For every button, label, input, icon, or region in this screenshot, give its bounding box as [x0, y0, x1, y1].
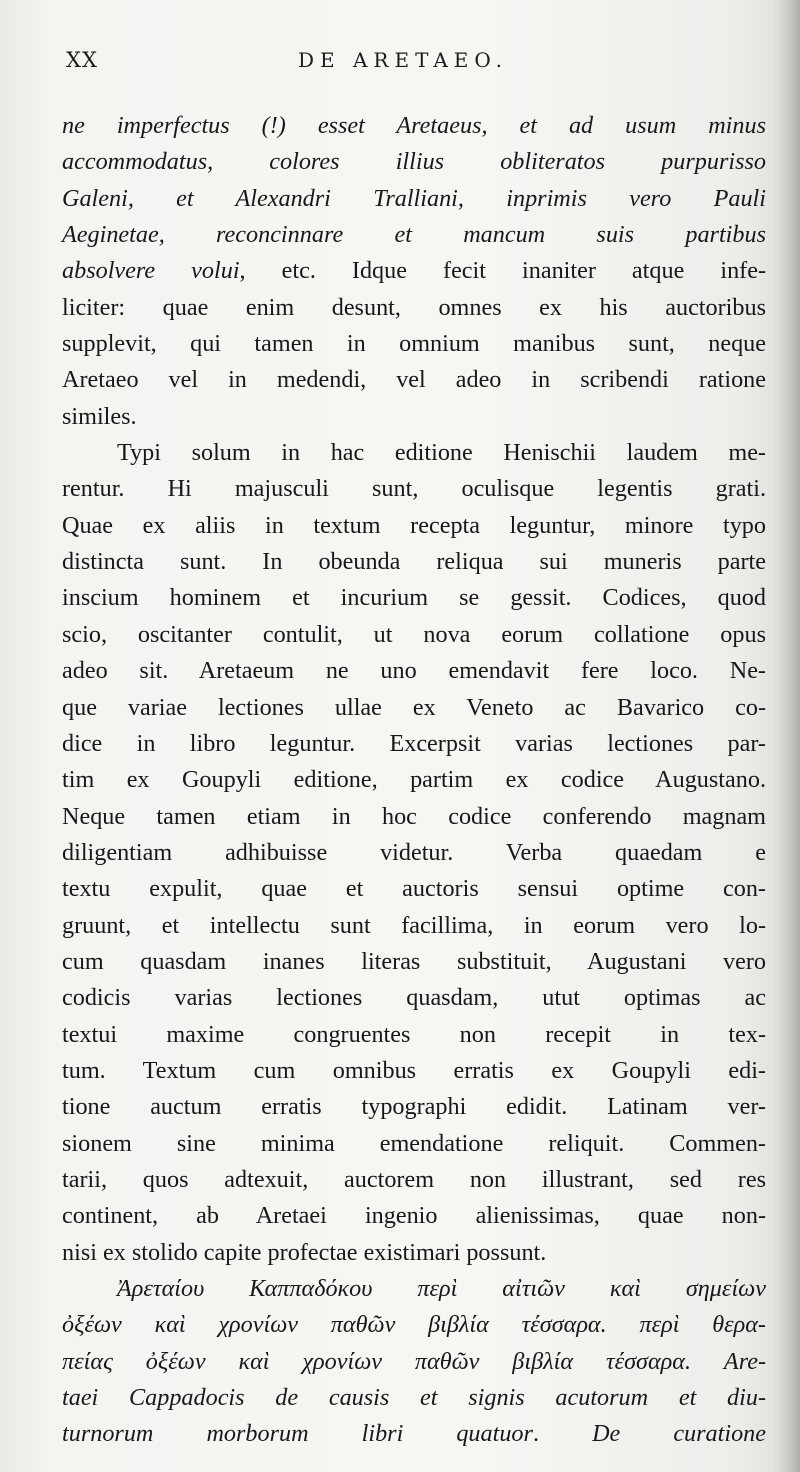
text-line [62, 1053, 766, 1089]
text-segment: Typi solum in hac editione Henischii laudem me- [117, 439, 766, 467]
text-line [62, 290, 766, 326]
text-segment: tarii, quos adtexuit, auctorem non illustrant, sed res [62, 1165, 766, 1193]
text-line [62, 362, 766, 398]
text-line [62, 653, 766, 689]
text-segment: turnorum morborum libri quatuor [62, 1420, 533, 1448]
text-line [62, 1380, 766, 1416]
text-line [62, 399, 766, 435]
text-segment: textui maxime congruentes non recepit in tex- [62, 1020, 766, 1048]
text-segment: nisi ex stolido capite profectae existimari possunt. [62, 1238, 547, 1266]
text-line [62, 108, 766, 144]
text-line [62, 1416, 766, 1452]
text-segment: continent, ab Aretaei ingenio alienissimas, quae non- [62, 1202, 766, 1230]
text-line [62, 544, 766, 580]
text-segment: Aretaeo vel in medendi, vel adeo in scribendi ratione [62, 366, 766, 394]
text-line [62, 1344, 766, 1380]
text-segment: Quae ex aliis in textum recepta leguntur, minore typo [62, 511, 766, 539]
text-segment: rentur. Hi majusculi sunt, oculisque legentis grati. [62, 475, 766, 503]
text-line [62, 1162, 766, 1198]
text-line [62, 1126, 766, 1162]
text-segment: tione auctum erratis typographi edidit. Latinam ver- [62, 1093, 766, 1121]
text-segment: distincta sunt. In obeunda reliqua sui muneris parte [62, 548, 766, 576]
text-segment: Are- [723, 1347, 767, 1375]
text-segment [691, 1348, 724, 1375]
text-segment: Ἀρεταίου Καππαδόκου περὶ αἰτιῶν καὶ σημείων [117, 1275, 766, 1302]
text-segment: Galeni, et Alexandri Tralliani, inprimis vero Pauli [62, 184, 766, 212]
text-segment: Neque tamen etiam in hoc codice conferendo magnam [62, 802, 766, 830]
text-segment: supplevit, qui tamen in omnium manibus sunt, neque [62, 330, 766, 358]
text-segment: adeo sit. Aretaeum ne uno emendavit fere loco. Ne- [62, 657, 766, 685]
text-segment: diligentiam adhibuisse videtur. Verba quaedam e [62, 838, 766, 866]
text-line [62, 1235, 766, 1271]
page-header [60, 48, 760, 78]
text-line [62, 1089, 766, 1125]
text-segment: scio, oscitanter contulit, ut nova eorum collatione opus [62, 620, 766, 648]
running-head: DE ARETAEO. [298, 48, 508, 72]
text-line [62, 1271, 766, 1307]
text-segment: πείας ὀξέων καὶ χρονίων παθῶν βιβλία τέσσαρα. [62, 1347, 692, 1375]
text-segment: De curatione [592, 1420, 767, 1448]
text-line [62, 253, 766, 289]
text-segment: Aeginetae, reconcinnare et mancum suis partibus [62, 221, 766, 249]
body-text [62, 108, 766, 1453]
text-line [62, 726, 766, 762]
text-line [62, 471, 766, 507]
text-segment: . [532, 1420, 593, 1448]
text-segment: accommodatus, colores illius obliteratos purpurisso [62, 148, 766, 176]
text-line [62, 508, 766, 544]
text-line [62, 1017, 766, 1053]
text-segment: gruunt, et intellectu sunt facillima, in eorum vero lo- [62, 911, 766, 939]
text-line [62, 181, 766, 217]
text-segment: tim ex Goupyli editione, partim ex codice Augustano. [62, 766, 766, 794]
text-line [62, 217, 766, 253]
text-segment: similes. [62, 402, 137, 430]
text-segment: absolvere volui [62, 257, 240, 285]
text-segment: taei Cappadocis de causis et signis acutorum et diu- [62, 1384, 766, 1412]
text-line [62, 435, 766, 471]
text-segment: que variae lectiones ullae ex Veneto ac Bavarico co- [62, 693, 766, 721]
text-segment: dice in libro leguntur. Excerpsit varias lectiones par- [62, 729, 766, 757]
text-segment: ὀξέων καὶ χρονίων παθῶν βιβλία τέσσαρα. περὶ θερα- [62, 1311, 766, 1339]
text-segment: textu expulit, quae et auctoris sensui optime con- [62, 875, 766, 903]
text-segment: , etc. Idque fecit inaniter atque infe- [239, 257, 767, 285]
text-segment: liciter: quae enim desunt, omnes ex his auctoribus [62, 293, 766, 321]
text-line [62, 144, 766, 180]
text-segment: tum. Textum cum omnibus erratis ex Goupyli edi- [62, 1056, 766, 1084]
text-line [62, 835, 766, 871]
text-line [62, 617, 766, 653]
text-line [62, 799, 766, 835]
page-number: XX [66, 48, 98, 72]
text-line [62, 580, 766, 616]
text-line [62, 1307, 766, 1343]
text-line [62, 690, 766, 726]
text-segment: cum quasdam inanes literas substituit, Augustani vero [62, 947, 766, 975]
text-segment: ne imperfectus (!) esset Aretaeus, et ad usum minus [62, 112, 766, 139]
text-line [62, 944, 766, 980]
text-line [62, 980, 766, 1016]
text-line [62, 1198, 766, 1234]
text-segment: sionem sine minima emendatione reliquit. Commen- [62, 1129, 766, 1157]
text-line [62, 908, 766, 944]
text-line [62, 326, 766, 362]
text-segment: codicis varias lectiones quasdam, utut optimas ac [62, 984, 766, 1012]
text-line [62, 762, 766, 798]
text-segment: inscium hominem et incurium se gessit. Codices, quod [62, 584, 766, 612]
text-line [62, 871, 766, 907]
spine-shadow [774, 0, 800, 1472]
